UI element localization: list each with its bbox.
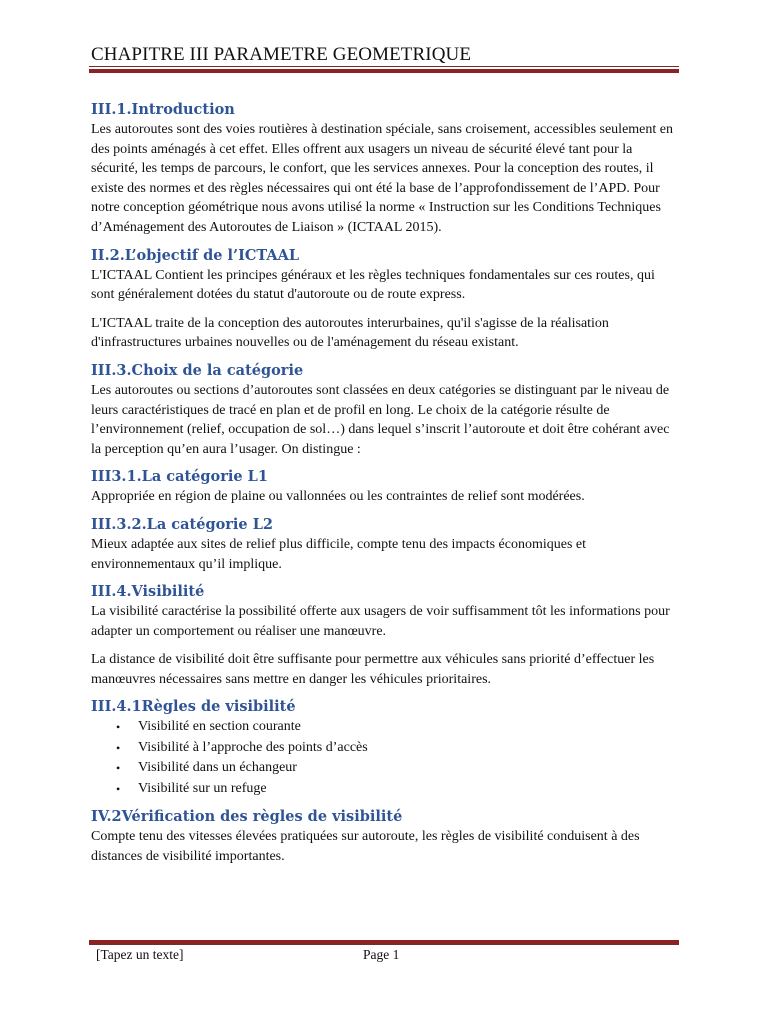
paragraph-visibilite-2: La distance de visibilité doit être suffisante pour permettre aux véhicules sans priorité d’effectuer les manœuvres nécessaires sans mettre en danger les véhicules prioritaires. (91, 652, 655, 687)
list-item: • Visibilité dans un échangeur (91, 758, 681, 778)
paragraph-categorie-l1: Appropriée en région de plaine ou vallonnées ou les contraintes de relief sont modérées. (91, 489, 585, 505)
heading-objectif: II.2.L’objectif de l’ICTAAL (91, 246, 300, 264)
list-item: • Visibilité en section courante (91, 717, 681, 737)
bullet-icon: • (116, 720, 121, 735)
bullet-icon: • (116, 740, 121, 755)
paragraph-categorie-l2: Mieux adaptée aux sites de relief plus difficile, compte tenu des impacts économiques et environnementaux qu’il implique. (91, 536, 587, 572)
bullet-icon: • (116, 781, 121, 796)
paragraph-visibilite-1: La visibilité caractérise la possibilité offerte aux usagers de voir suffisamment tôt les informations pour adapter un comportement ou réaliser une manœuvre. (91, 604, 670, 639)
regles-list (91, 717, 681, 799)
page-number: Page 1 (363, 947, 400, 962)
footer-placeholder-text[interactable]: [Tapez un texte] (96, 947, 184, 962)
footer-rule (89, 938, 679, 945)
list-item: • Visibilité à l’approche des points d’accès (91, 738, 681, 758)
heading-categorie-l2: III.3.2.La catégorie L2 (91, 515, 273, 533)
paragraph-objectif-1: L'ICTAAL Contient les principes généraux et les règles techniques fondamentales sur ces routes, qui sont généralement dotées du statut d'autoroute ou de route express. (91, 267, 655, 303)
document-body (91, 100, 681, 866)
heading-choix-categorie: III.3.Choix de la catégorie (91, 361, 304, 379)
heading-visibilite: III.4.Visibilité (91, 583, 205, 601)
paragraph-introduction: Les autoroutes sont des voies routières à destination spéciale, sans croisement, accessibles seulement en des points aménagés à cet effet. Elles offrent aux usagers un niveau de sécurité élevé tant pour la sécurité, les temps de parcours, le confort, que les services annexes. Pour la conception des routes, il existe des normes et des règles nécessaires qui ont été la base de l’approfondissement de l’APD. Pour notre conception géométrique nous avons utilisé la norme « Instruction sur les Conditions Techniques d’Aménagement des Autoroutes de Liaison » (ICTAAL 2015). (91, 122, 673, 235)
paragraph-choix-categorie: Les autoroutes ou sections d’autoroutes sont classées en deux catégories se distinguant par le niveau de leurs caractéristiques de tracé en plan et de profil en long. Le choix de la catégorie résulte de l’environnement (relief, occupation de sol…) dans lequel s’inscrit l’autoroute et doit être cohérant avec la perception qu’en aura l’usager. On distingue : (91, 382, 670, 457)
heading-verification: IV.2Vérification des règles de visibilité (91, 808, 403, 826)
heading-regles-visibilite: III.4.1Règles de visibilité (91, 698, 296, 716)
header-rule (89, 66, 679, 73)
chapter-title: CHAPITRE III PARAMETRE GEOMETRIQUE (91, 44, 472, 65)
bullet-icon: • (116, 761, 121, 776)
paragraph-objectif-2: L'ICTAAL traite de la conception des autoroutes interurbaines, qu'il s'agisse de la réalisation d'infrastructures urbaines nouvelles ou de l'aménagement du réseau existant. (91, 315, 609, 351)
list-item: • Visibilité sur un refuge (91, 779, 681, 799)
heading-categorie-l1: III3.1.La catégorie L1 (91, 468, 268, 486)
paragraph-verification: Compte tenu des vitesses élevées pratiquées sur autoroute, les règles de visibilité conduisent à des distances de visibilité importantes. (91, 829, 640, 864)
heading-introduction: III.1.Introduction (91, 101, 235, 118)
